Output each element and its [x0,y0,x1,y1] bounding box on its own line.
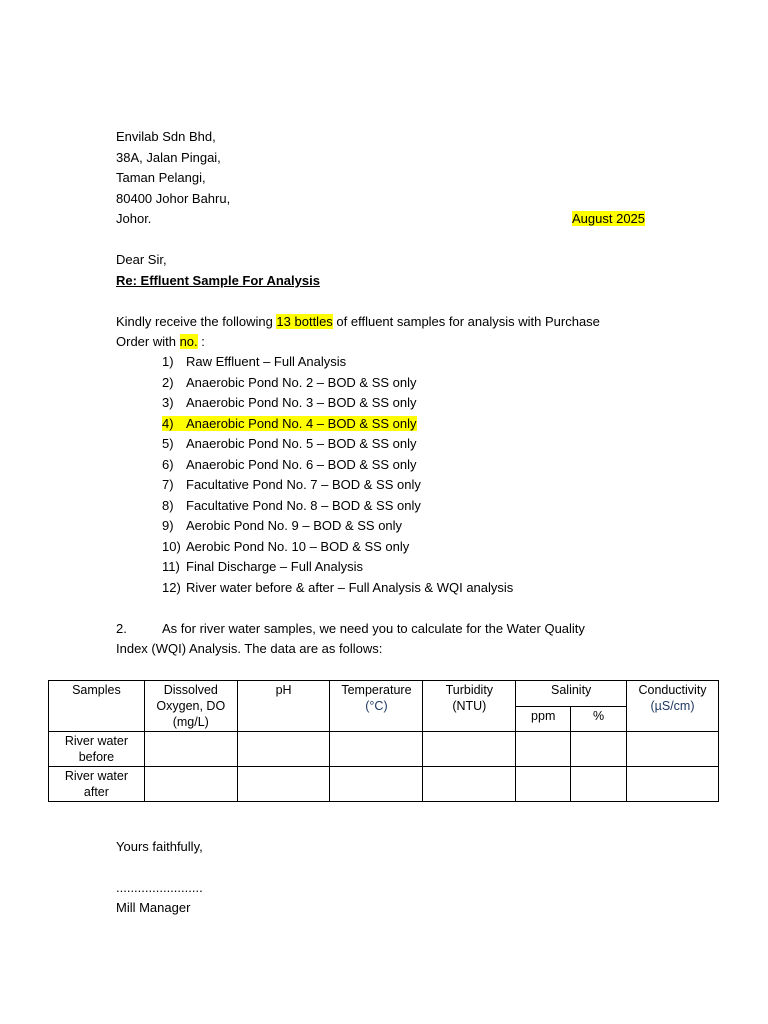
cond-line-1: Conductivity [638,683,707,697]
list-text: Anaerobic Pond No. 2 – BOD & SS only [186,374,417,390]
address-line-5: Johor. [116,211,152,226]
table-row [49,732,719,767]
list-text: Anaerobic Pond No. 3 – BOD & SS only [186,395,417,410]
header-ph: pH [237,681,330,732]
list-number: 6) [162,456,174,472]
row-label-before [49,732,145,767]
do-line-3: (mg/L) [172,715,209,729]
sample-entry [162,375,417,390]
section-2-number: 2. [116,621,127,636]
list-number: 11) [162,559,180,574]
temp-unit: (°C) [365,699,388,713]
row-label-line: before [78,750,115,764]
turb-line-1: Turbidity [445,683,494,697]
address-line-3: Taman Pelangi, [116,170,206,185]
header-conductivity [627,681,719,732]
section-2-line-2: Index (WQI) Analysis. The data are as follows: [116,641,383,656]
header-samples: Samples [49,681,145,732]
letter-date [572,211,645,227]
list-number: 10) [162,538,181,554]
intro-line-1 [116,314,600,330]
table-cell[interactable] [423,732,516,767]
bottle-count-highlight: 13 bottles [276,314,333,329]
list-number: 7) [162,477,174,492]
sample-entry [162,436,417,451]
list-text: Aerobic Pond No. 10 – BOD & SS only [186,538,410,554]
list-item [162,416,417,432]
row-label-line: after [83,785,109,799]
table-cell[interactable] [516,732,571,767]
header-turbidity [423,681,516,732]
closing: Yours faithfully, [116,839,203,854]
sample-entry [162,395,417,410]
table-cell[interactable] [237,732,330,767]
signature-line: ........................ [116,880,203,895]
sample-entry [162,457,417,472]
table-cell[interactable] [330,767,423,802]
header-salinity-percent: % [571,706,627,732]
signatory: Mill Manager [116,900,191,915]
sample-entry [162,498,421,513]
row-label-line: River water [64,769,129,783]
row-label-line: River water [64,734,129,748]
po-number-highlight: no. [179,334,198,349]
date-highlight: August 2025 [572,211,646,226]
table-cell[interactable] [571,732,627,767]
intro-text-before: Kindly receive the following [116,314,277,329]
list-item [162,354,346,370]
list-text: Anaerobic Pond No. 6 – BOD & SS only [186,456,417,472]
temp-line-1: Temperature [341,683,412,697]
table-cell[interactable] [571,767,627,802]
list-number: 2) [162,374,174,390]
list-item [162,457,417,473]
table-header-row [49,681,719,707]
cond-unit: (µS/cm) [650,699,695,713]
list-number: 12) [162,579,181,595]
do-line-1: Dissolved [163,683,218,697]
list-item [162,518,402,534]
subject-title: Re: Effluent Sample For Analysis [116,273,320,288]
highlighted-sample [162,416,417,431]
table-row [49,767,719,802]
list-item [162,477,421,493]
list-text: Raw Effluent – Full Analysis [186,354,347,369]
intro-line2-before: Order with [116,334,180,349]
table-cell[interactable] [144,767,237,802]
list-text: Aerobic Pond No. 9 – BOD & SS only [186,518,403,533]
wqi-table [48,680,719,802]
list-number: 3) [162,395,174,410]
list-text: Final Discharge – Full Analysis [186,559,364,574]
intro-line2-after: : [197,334,205,349]
address-line-2: 38A, Jalan Pingai, [116,150,221,165]
intro-line-2 [116,334,205,350]
section-2-line-1: As for river water samples, we need you to calculate for the Water Quality [162,621,585,636]
header-dissolved-oxygen [144,681,237,732]
turb-unit: (NTU) [452,699,487,713]
list-item [162,559,363,575]
list-number: 4) [162,415,174,431]
header-temperature [330,681,423,732]
address-line-4: 80400 Johor Bahru, [116,191,231,206]
list-number: 5) [162,436,174,451]
sample-entry [162,477,421,492]
list-item [162,498,421,514]
list-text: Facultative Pond No. 8 – BOD & SS only [186,497,421,513]
table-cell[interactable] [237,767,330,802]
list-item [162,436,417,452]
do-line-2: Oxygen, DO [156,699,226,713]
table-cell[interactable] [627,732,719,767]
list-text: Facultative Pond No. 7 – BOD & SS only [186,477,421,492]
table-cell[interactable] [423,767,516,802]
list-item [162,580,513,596]
sample-entry [162,559,363,574]
table-cell[interactable] [144,732,237,767]
list-number: 9) [162,518,174,533]
list-number: 8) [162,497,174,513]
header-salinity-ppm: ppm [516,706,571,732]
header-salinity: Salinity [516,681,627,707]
address-line-1: Envilab Sdn Bhd, [116,129,216,144]
list-item [162,539,409,555]
intro-text-after: of effluent samples for analysis with Purchase [332,314,600,329]
sample-entry [162,539,409,554]
sample-entry [162,518,402,533]
list-text: Anaerobic Pond No. 4 – BOD & SS only [186,415,417,431]
list-text: River water before & after – Full Analysis & WQI analysis [186,579,514,595]
row-label-after [49,767,145,802]
table-cell[interactable] [330,732,423,767]
sample-entry [162,580,513,595]
table-cell[interactable] [627,767,719,802]
sample-entry [162,354,346,369]
list-text: Anaerobic Pond No. 5 – BOD & SS only [186,436,417,451]
list-item [162,375,417,391]
salutation: Dear Sir, [116,252,167,267]
table-cell[interactable] [516,767,571,802]
list-item [162,395,417,411]
list-number: 1) [162,354,174,369]
